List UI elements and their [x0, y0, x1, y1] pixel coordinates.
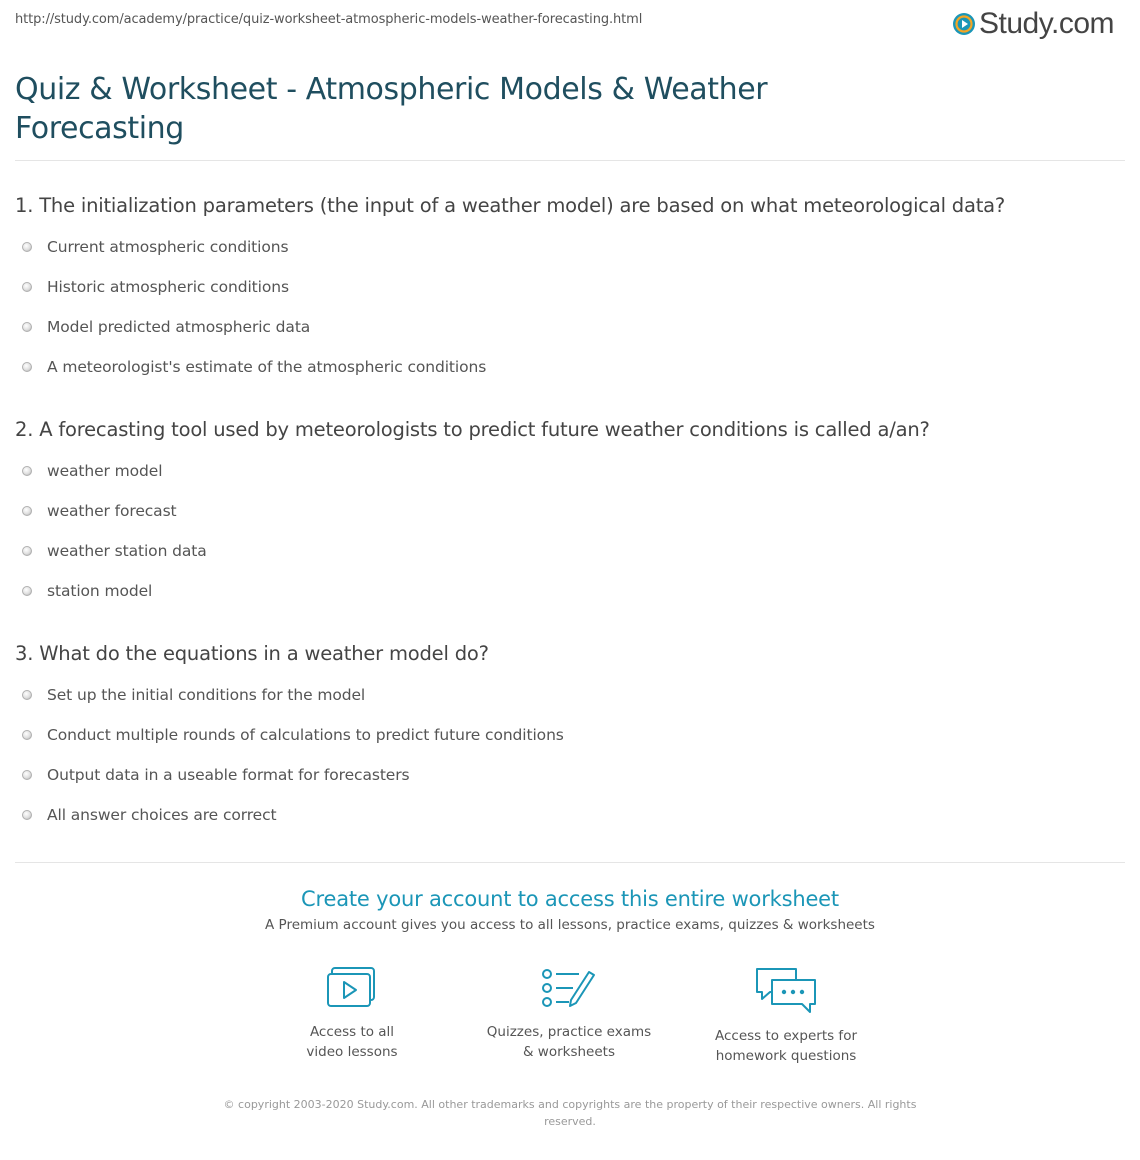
play-logo-icon	[952, 12, 976, 36]
radio-icon[interactable]	[22, 690, 32, 700]
question-1-answers	[22, 238, 486, 398]
answer-option[interactable]	[22, 358, 486, 398]
radio-icon[interactable]	[22, 810, 32, 820]
question-1: 1. The initialization parameters (the input of a weather model) are based on what meteorological data?	[15, 194, 1006, 217]
page-url: http://study.com/academy/practice/quiz-worksheet-atmospheric-models-weather-forecasting.html	[15, 12, 643, 27]
question-2: 2. A forecasting tool used by meteorologists to predict future weather conditions is called a/an?	[15, 418, 930, 441]
answer-text: weather station data	[47, 542, 207, 560]
cta-subtitle: A Premium account gives you access to all lessons, practice exams, quizzes & worksheets	[265, 917, 875, 933]
answer-text: station model	[47, 582, 153, 600]
study-logo[interactable]	[952, 6, 1114, 42]
page-title: Quiz & Worksheet - Atmospheric Models & Weather Forecasting	[15, 72, 768, 146]
answer-option[interactable]	[22, 806, 564, 846]
answer-text: All answer choices are correct	[47, 806, 277, 824]
answer-text: Historic atmospheric conditions	[47, 278, 289, 296]
answer-option[interactable]	[22, 238, 486, 278]
answer-text: Conduct multiple rounds of calculations to predict future conditions	[47, 726, 564, 744]
feature-video-lessons	[252, 966, 452, 1062]
answer-option[interactable]	[22, 686, 564, 726]
radio-icon[interactable]	[22, 242, 32, 252]
answer-text: A meteorologist's estimate of the atmospheric conditions	[47, 358, 487, 376]
radio-icon[interactable]	[22, 466, 32, 476]
radio-icon[interactable]	[22, 282, 32, 292]
question-3: 3. What do the equations in a weather model do?	[15, 642, 489, 665]
answer-text: Output data in a useable format for forecasters	[47, 766, 410, 784]
feature-quizzes	[469, 966, 669, 1062]
quiz-checklist-icon	[541, 966, 597, 1012]
radio-icon[interactable]	[22, 506, 32, 516]
answer-option[interactable]	[22, 318, 486, 358]
answer-option[interactable]	[22, 726, 564, 766]
answer-option[interactable]	[22, 582, 207, 622]
feature-label: Access to all video lessons	[306, 1024, 398, 1060]
answer-option[interactable]	[22, 462, 207, 502]
answer-option[interactable]	[22, 278, 486, 318]
feature-experts	[686, 966, 886, 1066]
cta-divider	[15, 862, 1125, 863]
radio-icon[interactable]	[22, 546, 32, 556]
footer-copyright: © copyright 2003-2020 Study.com. All other trademarks and copyrights are the property of their respective owners. All rights reserved.	[223, 1098, 917, 1128]
feature-label: Access to experts for homework questions	[714, 1028, 857, 1064]
answer-text: Set up the initial conditions for the model	[47, 686, 366, 704]
answer-text: weather forecast	[47, 502, 177, 520]
question-3-answers	[22, 686, 564, 846]
radio-icon[interactable]	[22, 770, 32, 780]
title-divider	[15, 160, 1125, 161]
answer-option[interactable]	[22, 502, 207, 542]
chat-experts-icon	[754, 966, 818, 1016]
logo-text: Study.com	[979, 7, 1114, 40]
question-2-answers	[22, 462, 207, 622]
radio-icon[interactable]	[22, 322, 32, 332]
radio-icon[interactable]	[22, 730, 32, 740]
radio-icon[interactable]	[22, 586, 32, 596]
answer-option[interactable]	[22, 766, 564, 806]
video-lessons-icon	[326, 966, 378, 1012]
answer-text: Current atmospheric conditions	[47, 238, 289, 256]
cta-title[interactable]: Create your account to access this entire worksheet	[301, 887, 839, 911]
answer-text: Model predicted atmospheric data	[47, 318, 311, 336]
answer-text: weather model	[47, 462, 163, 480]
feature-label: Quizzes, practice exams & worksheets	[486, 1024, 652, 1060]
radio-icon[interactable]	[22, 362, 32, 372]
answer-option[interactable]	[22, 542, 207, 582]
